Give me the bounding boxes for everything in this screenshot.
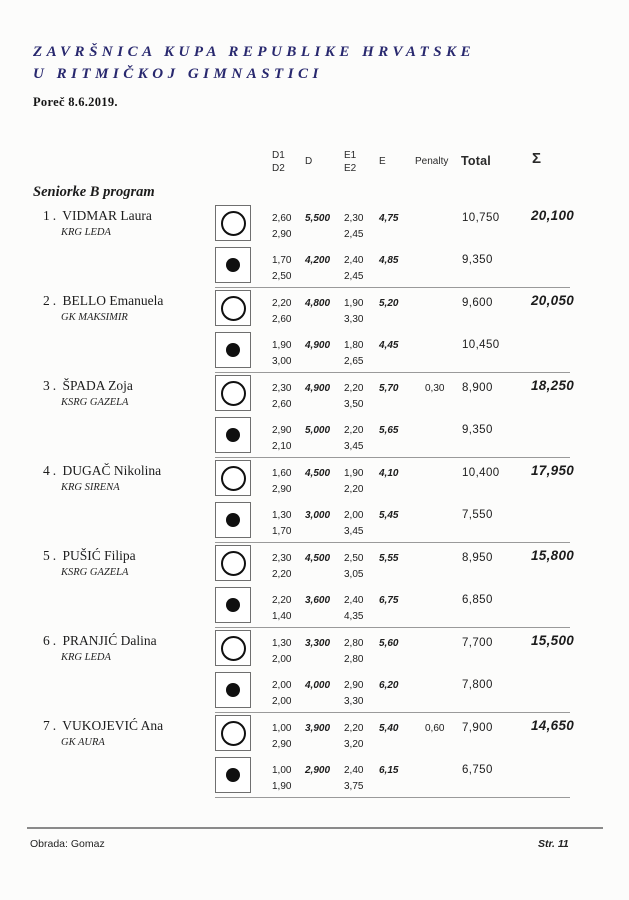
event-date-place: Poreč 8.6.2019. xyxy=(33,94,118,109)
footer-processing: Obrada: Gomaz xyxy=(30,838,105,850)
score-sigma-sum: 20,100 xyxy=(531,208,575,223)
column-header-d1-d2 xyxy=(272,149,285,175)
score-e2: 3,20 xyxy=(344,739,364,750)
score-d2: 1,90 xyxy=(272,781,292,792)
column-header-e1-e2 xyxy=(344,149,356,175)
competitor-block xyxy=(0,713,629,798)
score-d: 4,500 xyxy=(305,553,331,564)
score-e1: 2,90 xyxy=(344,680,364,691)
competitor-rank: 4 xyxy=(43,463,50,478)
score-e2: 2,80 xyxy=(344,654,364,665)
score-e: 5,70 xyxy=(379,383,399,394)
competitor-rank: 2 xyxy=(43,293,50,308)
score-e2: 3,30 xyxy=(344,696,364,707)
competitor-club: GK AURA xyxy=(61,737,105,748)
score-total: 10,750 xyxy=(462,212,500,224)
score-total: 9,350 xyxy=(462,424,493,436)
page-title xyxy=(33,42,475,86)
score-d: 5,000 xyxy=(305,425,331,436)
page-title-line2: U RITMIČKOJ GIMNASTICI xyxy=(33,65,323,82)
routine-row-hoop xyxy=(215,715,615,753)
competitor-name: VIDMAR Laura xyxy=(62,208,152,223)
score-total: 6,850 xyxy=(462,594,493,606)
score-d: 3,000 xyxy=(305,510,331,521)
competitor-block xyxy=(0,203,629,288)
score-e2: 2,45 xyxy=(344,229,364,240)
hoop-icon xyxy=(215,205,251,241)
score-total: 10,450 xyxy=(462,339,500,351)
score-d: 2,900 xyxy=(305,765,331,776)
score-d: 4,900 xyxy=(305,340,331,351)
score-d2: 2,20 xyxy=(272,569,292,580)
score-d1: 1,00 xyxy=(272,765,292,776)
competitor-name: PRANJIĆ Dalina xyxy=(62,633,157,648)
score-total: 10,400 xyxy=(462,467,500,479)
score-total: 8,950 xyxy=(462,552,493,564)
score-e: 6,20 xyxy=(379,680,399,691)
column-header-d: D xyxy=(305,156,313,167)
routine-row-ball xyxy=(215,757,615,795)
score-d: 4,900 xyxy=(305,383,331,394)
column-header-e2: E2 xyxy=(344,163,357,174)
hoop-icon xyxy=(215,630,251,666)
score-total: 7,900 xyxy=(462,722,493,734)
score-d1: 1,30 xyxy=(272,510,292,521)
routine-row-hoop xyxy=(215,630,615,668)
score-e1: 1,90 xyxy=(344,468,364,479)
score-d2: 2,00 xyxy=(272,654,292,665)
column-header-total: Total xyxy=(461,154,491,168)
rank-dot: . xyxy=(52,633,57,648)
score-d2: 2,10 xyxy=(272,441,292,452)
routine-row-ball xyxy=(215,587,615,625)
hoop-icon xyxy=(215,375,251,411)
score-d2: 3,00 xyxy=(272,356,292,367)
competitor-block xyxy=(0,458,629,543)
hoop-icon xyxy=(215,715,251,751)
score-e1: 2,00 xyxy=(344,510,364,521)
competitor-block xyxy=(0,373,629,458)
score-d: 3,300 xyxy=(305,638,331,649)
competitor-rank: 3 xyxy=(43,378,50,393)
section-title: Seniorke B program xyxy=(33,184,155,200)
score-d: 5,500 xyxy=(305,213,331,224)
score-penalty: 0,30 xyxy=(425,383,445,394)
score-d: 4,800 xyxy=(305,298,331,309)
score-e: 4,85 xyxy=(379,255,399,266)
ball-icon xyxy=(215,672,251,708)
score-d: 3,600 xyxy=(305,595,331,606)
score-d1: 1,70 xyxy=(272,255,292,266)
ball-icon xyxy=(215,332,251,368)
score-d2: 2,00 xyxy=(272,696,292,707)
entries-list xyxy=(0,203,629,798)
score-d1: 2,20 xyxy=(272,298,292,309)
score-sigma-sum: 15,800 xyxy=(531,548,575,563)
score-e1: 2,50 xyxy=(344,553,364,564)
score-e1: 2,40 xyxy=(344,765,364,776)
column-headers xyxy=(215,149,615,181)
score-e2: 2,20 xyxy=(344,484,364,495)
score-e1: 2,20 xyxy=(344,425,364,436)
competitor-name: ŠPADA Zoja xyxy=(62,378,133,393)
score-e: 5,60 xyxy=(379,638,399,649)
competitor-club: KSRG GAZELA xyxy=(61,567,129,578)
competitor-block xyxy=(0,628,629,713)
score-d1: 2,60 xyxy=(272,213,292,224)
score-e2: 3,75 xyxy=(344,781,364,792)
rank-dot: . xyxy=(52,718,57,733)
score-e2: 3,45 xyxy=(344,526,364,537)
competitor-name-line xyxy=(43,548,136,564)
competitor-name-line xyxy=(43,633,157,649)
entry-divider xyxy=(215,797,570,798)
score-e1: 1,80 xyxy=(344,340,364,351)
routine-row-hoop xyxy=(215,290,615,328)
score-e1: 2,80 xyxy=(344,638,364,649)
score-d1: 1,30 xyxy=(272,638,292,649)
score-d2: 2,90 xyxy=(272,484,292,495)
routine-row-ball xyxy=(215,417,615,455)
column-header-sigma: Σ xyxy=(532,150,542,167)
score-total: 6,750 xyxy=(462,764,493,776)
score-d2: 2,60 xyxy=(272,399,292,410)
score-e: 6,15 xyxy=(379,765,399,776)
score-sigma-sum: 18,250 xyxy=(531,378,575,393)
score-e: 5,45 xyxy=(379,510,399,521)
score-total: 7,800 xyxy=(462,679,493,691)
routine-row-hoop xyxy=(215,205,615,243)
competitor-club: GK MAKSIMIR xyxy=(61,312,128,323)
page-header xyxy=(33,42,475,110)
score-d1: 1,60 xyxy=(272,468,292,479)
score-e: 4,45 xyxy=(379,340,399,351)
score-d: 4,200 xyxy=(305,255,331,266)
rank-dot: . xyxy=(52,378,57,393)
score-e2: 3,30 xyxy=(344,314,364,325)
score-d2: 2,50 xyxy=(272,271,292,282)
score-e2: 2,45 xyxy=(344,271,364,282)
score-e2: 3,05 xyxy=(344,569,364,580)
score-e: 5,20 xyxy=(379,298,399,309)
score-e1: 2,40 xyxy=(344,595,364,606)
routine-row-ball xyxy=(215,247,615,285)
competitor-club: KRG SIRENA xyxy=(61,482,120,493)
column-header-d1: D1 xyxy=(272,150,285,161)
competitor-name: PUŠIĆ Filipa xyxy=(62,548,136,563)
score-e: 4,10 xyxy=(379,468,399,479)
rank-dot: . xyxy=(52,548,57,563)
competitor-club: KRG LEDA xyxy=(61,652,111,663)
score-d1: 2,20 xyxy=(272,595,292,606)
routine-row-hoop xyxy=(215,545,615,583)
routine-row-ball xyxy=(215,332,615,370)
routine-row-hoop xyxy=(215,460,615,498)
score-total: 7,700 xyxy=(462,637,493,649)
ball-icon xyxy=(215,247,251,283)
footer-page-number: Str. 11 xyxy=(538,838,569,850)
score-sigma-sum: 17,950 xyxy=(531,463,575,478)
score-e1: 1,90 xyxy=(344,298,364,309)
hoop-icon xyxy=(215,290,251,326)
score-sigma-sum: 15,500 xyxy=(531,633,575,648)
competitor-name-line xyxy=(43,208,152,224)
routine-row-ball xyxy=(215,502,615,540)
score-e: 4,75 xyxy=(379,213,399,224)
hoop-icon xyxy=(215,545,251,581)
score-d1: 1,00 xyxy=(272,723,292,734)
score-e: 5,40 xyxy=(379,723,399,734)
score-total: 9,350 xyxy=(462,254,493,266)
score-e: 5,55 xyxy=(379,553,399,564)
column-header-e1: E1 xyxy=(344,150,357,161)
score-e: 6,75 xyxy=(379,595,399,606)
score-sigma-sum: 14,650 xyxy=(531,718,575,733)
score-e2: 2,65 xyxy=(344,356,364,367)
column-header-d2: D2 xyxy=(272,163,285,174)
competitor-name: VUKOJEVIĆ Ana xyxy=(62,718,164,733)
score-e1: 2,30 xyxy=(344,213,364,224)
score-total: 8,900 xyxy=(462,382,493,394)
competitor-name-line xyxy=(43,293,163,309)
score-d: 3,900 xyxy=(305,723,331,734)
competitor-rank: 6 xyxy=(43,633,50,648)
score-d2: 1,70 xyxy=(272,526,292,537)
competitor-rank: 5 xyxy=(43,548,50,563)
score-d: 4,500 xyxy=(305,468,331,479)
score-d1: 2,30 xyxy=(272,553,292,564)
score-sigma-sum: 20,050 xyxy=(531,293,575,308)
score-e2: 4,35 xyxy=(344,611,364,622)
rank-dot: . xyxy=(52,463,57,478)
score-d2: 1,40 xyxy=(272,611,292,622)
score-e1: 2,20 xyxy=(344,723,364,734)
score-e2: 3,45 xyxy=(344,441,364,452)
score-d2: 2,90 xyxy=(272,739,292,750)
hoop-icon xyxy=(215,460,251,496)
score-d1: 1,90 xyxy=(272,340,292,351)
score-total: 9,600 xyxy=(462,297,493,309)
score-total: 7,550 xyxy=(462,509,493,521)
score-e2: 3,50 xyxy=(344,399,364,410)
score-e1: 2,20 xyxy=(344,383,364,394)
competitor-name-line xyxy=(43,718,163,734)
score-penalty: 0,60 xyxy=(425,723,445,734)
competitor-club: KRG LEDA xyxy=(61,227,111,238)
competitor-block xyxy=(0,543,629,628)
score-d: 4,000 xyxy=(305,680,331,691)
column-header-e: E xyxy=(379,156,386,167)
rank-dot: . xyxy=(52,208,57,223)
competitor-name-line xyxy=(43,378,133,394)
score-e: 5,65 xyxy=(379,425,399,436)
page-title-line1: ZAVRŠNICA KUPA REPUBLIKE HRVATSKE xyxy=(33,44,476,60)
competitor-rank: 1 xyxy=(43,208,50,223)
ball-icon xyxy=(215,502,251,538)
competitor-block xyxy=(0,288,629,373)
score-d1: 2,90 xyxy=(272,425,292,436)
score-e1: 2,40 xyxy=(344,255,364,266)
routine-row-ball xyxy=(215,672,615,710)
rank-dot: . xyxy=(52,293,57,308)
routine-row-hoop xyxy=(215,375,615,413)
ball-icon xyxy=(215,417,251,453)
competitor-name: BELLO Emanuela xyxy=(62,293,164,308)
score-d1: 2,00 xyxy=(272,680,292,691)
score-d2: 2,90 xyxy=(272,229,292,240)
ball-icon xyxy=(215,587,251,623)
competitor-name: DUGAČ Nikolina xyxy=(62,463,162,478)
footer-rule xyxy=(27,827,603,829)
competitor-club: KSRG GAZELA xyxy=(61,397,129,408)
competitor-rank: 7 xyxy=(43,718,50,733)
competitor-name-line xyxy=(43,463,161,479)
ball-icon xyxy=(215,757,251,793)
score-d2: 2,60 xyxy=(272,314,292,325)
column-header-penalty: Penalty xyxy=(415,156,449,167)
score-d1: 2,30 xyxy=(272,383,292,394)
